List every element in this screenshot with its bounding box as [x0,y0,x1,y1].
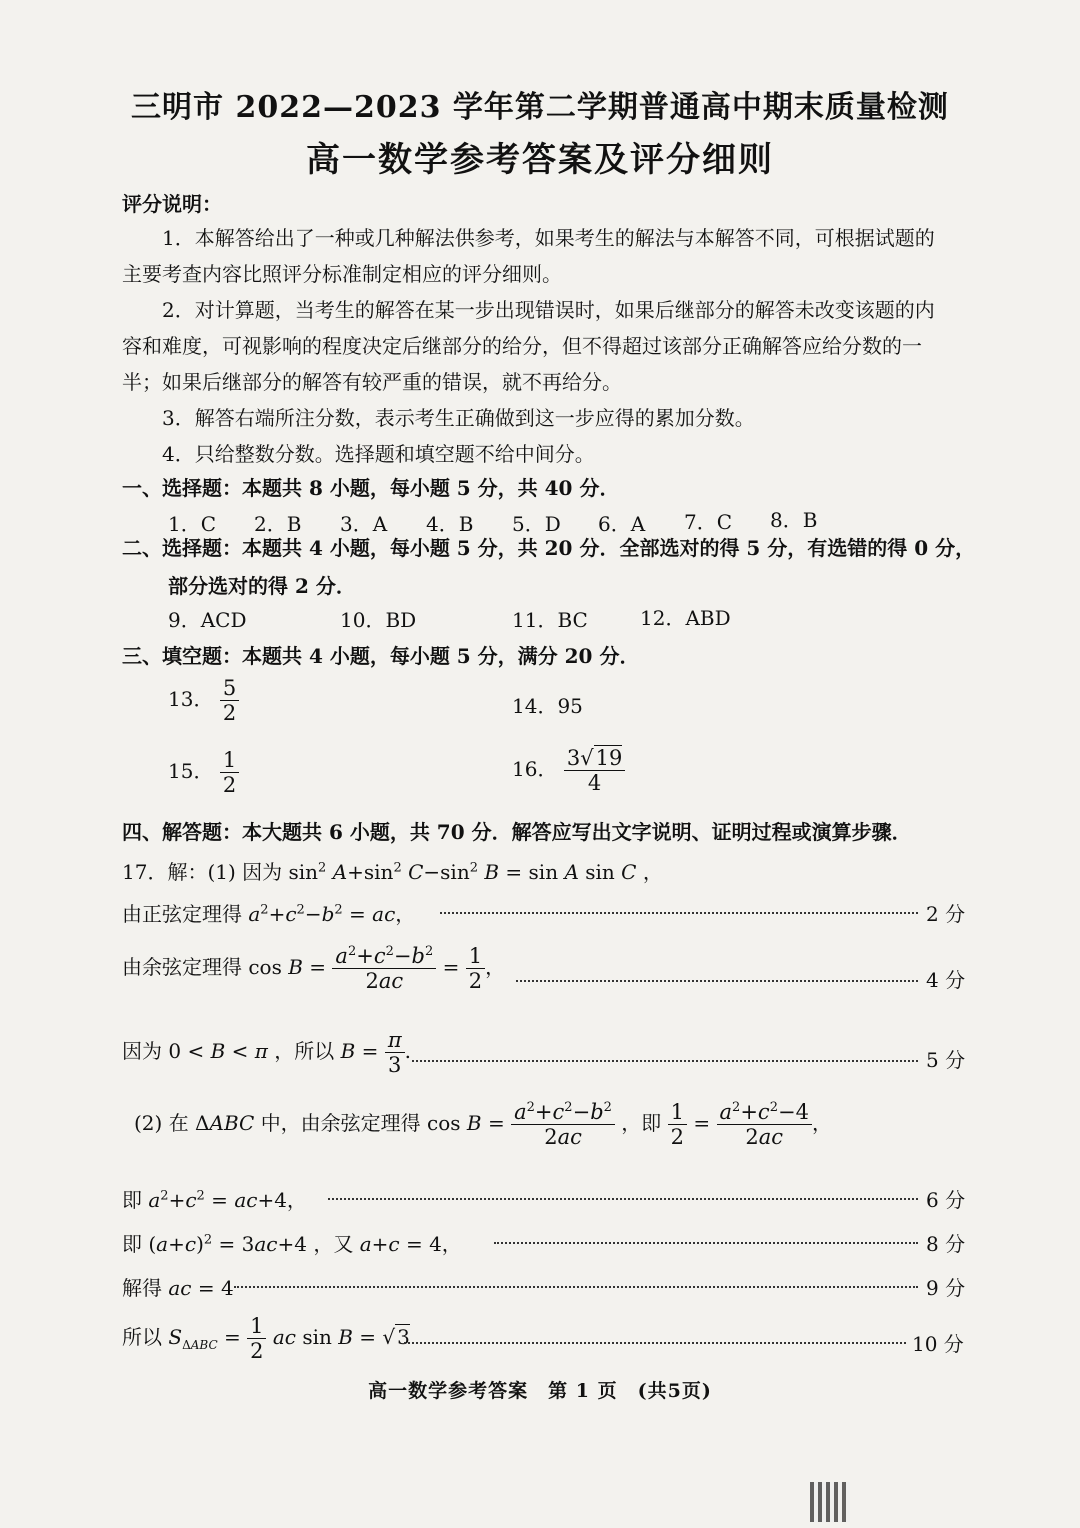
fill-15: 15． $\frac{1}{2}$ [168,748,239,797]
note-1b: 主要考查内容比照评分标准制定相应的评分细则。 [122,262,562,286]
note-2c: 半；如果后继部分的解答有较严重的错误，就不再给分。 [122,370,622,394]
q17-line-8: 解得 ac = 4 [122,1276,234,1300]
fraction-16: $\frac{3√19}{4}$ [564,746,626,795]
note-2b: 容和难度，可视影响的程度决定后继部分的给分，但不得超过该部分正确解答应给分数的一 [122,334,922,358]
q17-line-sine-law: 由正弦定理得 $a^2+c^2-b^2$ = ac， [122,902,416,926]
dotted-leader [234,1286,918,1288]
document-title: 三明市 2022—2023 学年第二学期普通高中期末质量检测 [131,90,949,125]
score-2: 2 分 [926,902,966,926]
answer-11: 11．BC [512,608,588,632]
fill-16: 16． $\frac{3√19}{4}$ [512,746,625,795]
score-6: 6 分 [926,1188,966,1212]
answer-9: 9．ACD [168,608,247,632]
section4-heading: 四、解答题：本大题共 6 小题，共 70 分．解答应写出文字说明、证明过程或演算步骤． [122,820,912,844]
section2-heading-b: 部分选对的得 2 分． [168,574,356,598]
fill-13: 13． $\frac{5}{2}$ [168,676,239,725]
dotted-leader [494,1242,918,1244]
dotted-leader [440,912,918,914]
score-4: 4 分 [926,968,966,992]
answer-8: 8．B [770,508,818,532]
answer-6: 6．A [598,512,646,536]
fraction-13: $\frac{5}{2}$ [220,676,239,725]
score-8: 8 分 [926,1232,966,1256]
fill-14: 14．95 [512,694,583,718]
page-footer: 高一数学参考答案 第 1 页 (共5页) [368,1380,712,1402]
q17-line-6: 即 $a^2+c^2 = ac+4$， [122,1188,307,1212]
section2-heading-a: 二、选择题：本题共 4 小题，每小题 5 分，共 20 分．全部选对的得 5 分，有选错的得 0 分， [122,536,976,560]
note-4: 4．只给整数分数。选择题和填空题不给中间分。 [162,442,595,466]
answer-10: 10．BD [340,608,417,632]
document-subtitle: 高一数学参考答案及评分细则 [306,140,774,180]
answer-1: 1．C [168,512,217,536]
score-9: 9 分 [926,1276,966,1300]
dotted-leader [516,980,918,982]
notes-heading: 评分说明： [122,192,222,216]
section1-heading: 一、选择题：本题共 8 小题，每小题 5 分，共 40 分． [122,476,620,500]
answer-5: 5．D [512,512,561,536]
q17-line-cosine-law: 由余弦定理得 cos B = $\frac{a^2+c^2-b^2}{2ac}$ = $\frac{1}{2}$ ， [122,944,506,993]
note-3: 3．解答右端所注分数，表示考生正确做到这一步应得的累加分数。 [162,406,755,430]
dotted-leader [404,1342,906,1344]
answer-7: 7．C [684,510,733,534]
answer-3: 3．A [340,512,388,536]
answer-2: 2．B [254,512,302,536]
answer-12: 12．ABD [640,606,731,630]
answer-4: 4．B [426,512,474,536]
score-5: 5 分 [926,1048,966,1072]
q17-line-angle: 因为 0 < B < π ，所以 B = $\frac{\pi}{3}$ . [122,1028,411,1077]
q17-line-9: 所以 $S_{\Delta ABC}$ = $\frac{1}{2}$ ac sin B = √ 3 [122,1314,410,1363]
note-2a: 2．对计算题，当考生的解答在某一步出现错误时，如果后继部分的解答未改变该题的内 [162,298,935,322]
dotted-leader [412,1060,918,1062]
q17-part2-intro: (2) 在 ΔABC 中，由余弦定理得 cos B = $\frac{a^2+c^2-b^2}{2ac}$ ，即 $\frac{1}{2}$ = $\frac{a^2+c^2-4}{2ac}$ ， [134,1100,832,1149]
q17-line-7: 即 $(a+c)^2 = 3ac+4$ ，又 a+c = 4， [122,1232,462,1256]
score-10: 10 分 [912,1332,964,1356]
q17-intro: 17．解：(1) 因为 $\sin^2 A+\sin^2$ $C-\sin^2$ B = sin A sin C ， [122,860,663,884]
qr-code-icon [810,1482,850,1522]
section3-heading: 三、填空题：本题共 4 小题，每小题 5 分，满分 20 分． [122,644,640,668]
dotted-leader [328,1198,918,1200]
note-1a: 1．本解答给出了一种或几种解法供参考，如果考生的解法与本解答不同，可根据试题的 [162,226,935,250]
fraction-15: $\frac{1}{2}$ [220,748,239,797]
